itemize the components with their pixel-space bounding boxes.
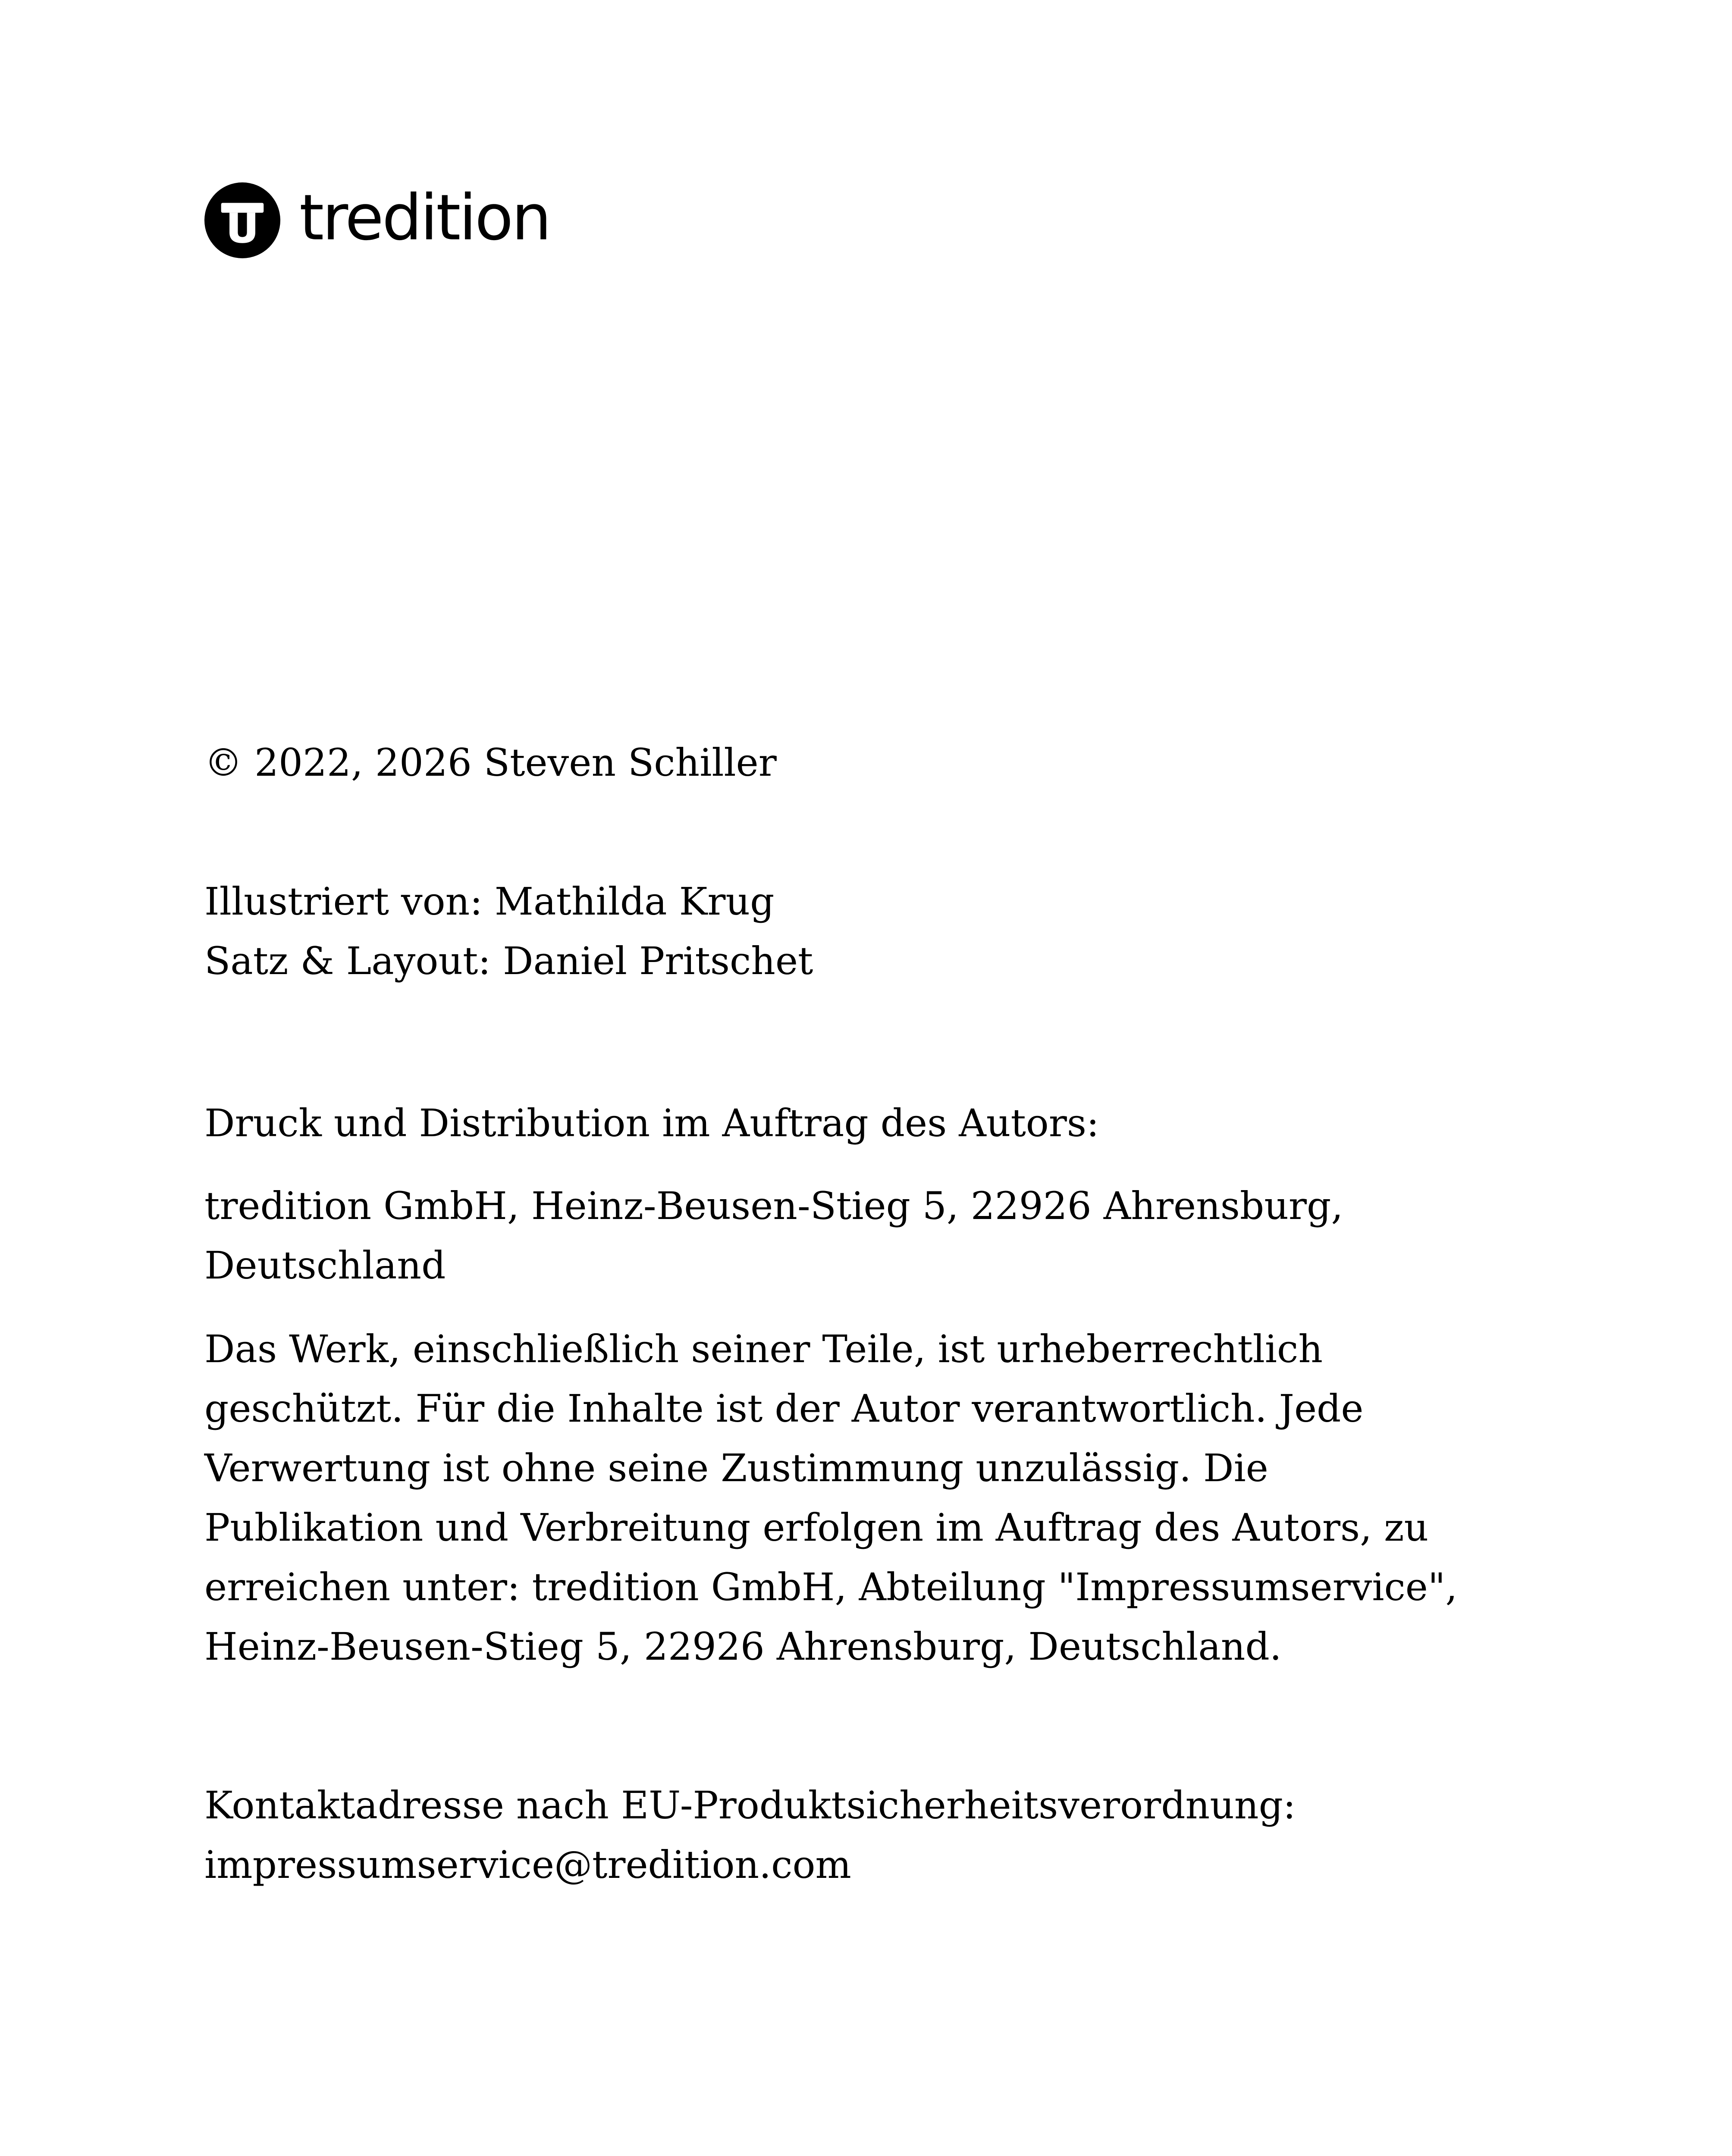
notice-line: Publikation und Verbreitung erfolgen im Auftrag des Autors, zu xyxy=(204,1505,1429,1550)
copyright-notice xyxy=(204,733,777,793)
notice-line: Verwertung ist ohne seine Zustimmung unzulässig. Die xyxy=(204,1446,1268,1490)
logo-wordmark: tredition xyxy=(299,181,550,254)
distribution-heading-line: Druck und Distribution im Auftrag des Autors: xyxy=(204,1101,1099,1145)
tredition-logo-icon xyxy=(204,182,280,258)
layout-credit: Satz & Layout: Daniel Pritschet xyxy=(204,939,813,983)
address-line: Deutschland xyxy=(204,1243,446,1288)
illustrator-credit: Illustriert von: Mathilda Krug xyxy=(204,879,775,924)
copyright-line: © 2022, 2026 Steven Schiller xyxy=(204,740,777,785)
tredition-logo xyxy=(204,181,550,260)
contact-heading: Kontaktadresse nach EU-Produktsicherheitsverordnung: xyxy=(204,1783,1296,1827)
notice-line: erreichen unter: tredition GmbH, Abteilung "Impressumservice", xyxy=(204,1565,1458,1609)
notice-line: geschützt. Für die Inhalte ist der Autor verantwortlich. Jede xyxy=(204,1386,1364,1431)
copyright-notice-paragraph xyxy=(204,1319,1457,1677)
contact-section xyxy=(204,1776,1296,1895)
notice-line: Das Werk, einschließlich seiner Teile, ist urheberrechtlich xyxy=(204,1327,1323,1371)
publisher-address xyxy=(204,1176,1343,1295)
distribution-heading xyxy=(204,1094,1099,1153)
notice-line: Heinz-Beusen-Stieg 5, 22926 Ahrensburg, Deutschland. xyxy=(204,1624,1282,1669)
credits xyxy=(204,872,813,991)
address-line: tredition GmbH, Heinz-Beusen-Stieg 5, 22926 Ahrensburg, xyxy=(204,1184,1343,1228)
contact-email: impressumservice@tredition.com xyxy=(204,1843,851,1887)
